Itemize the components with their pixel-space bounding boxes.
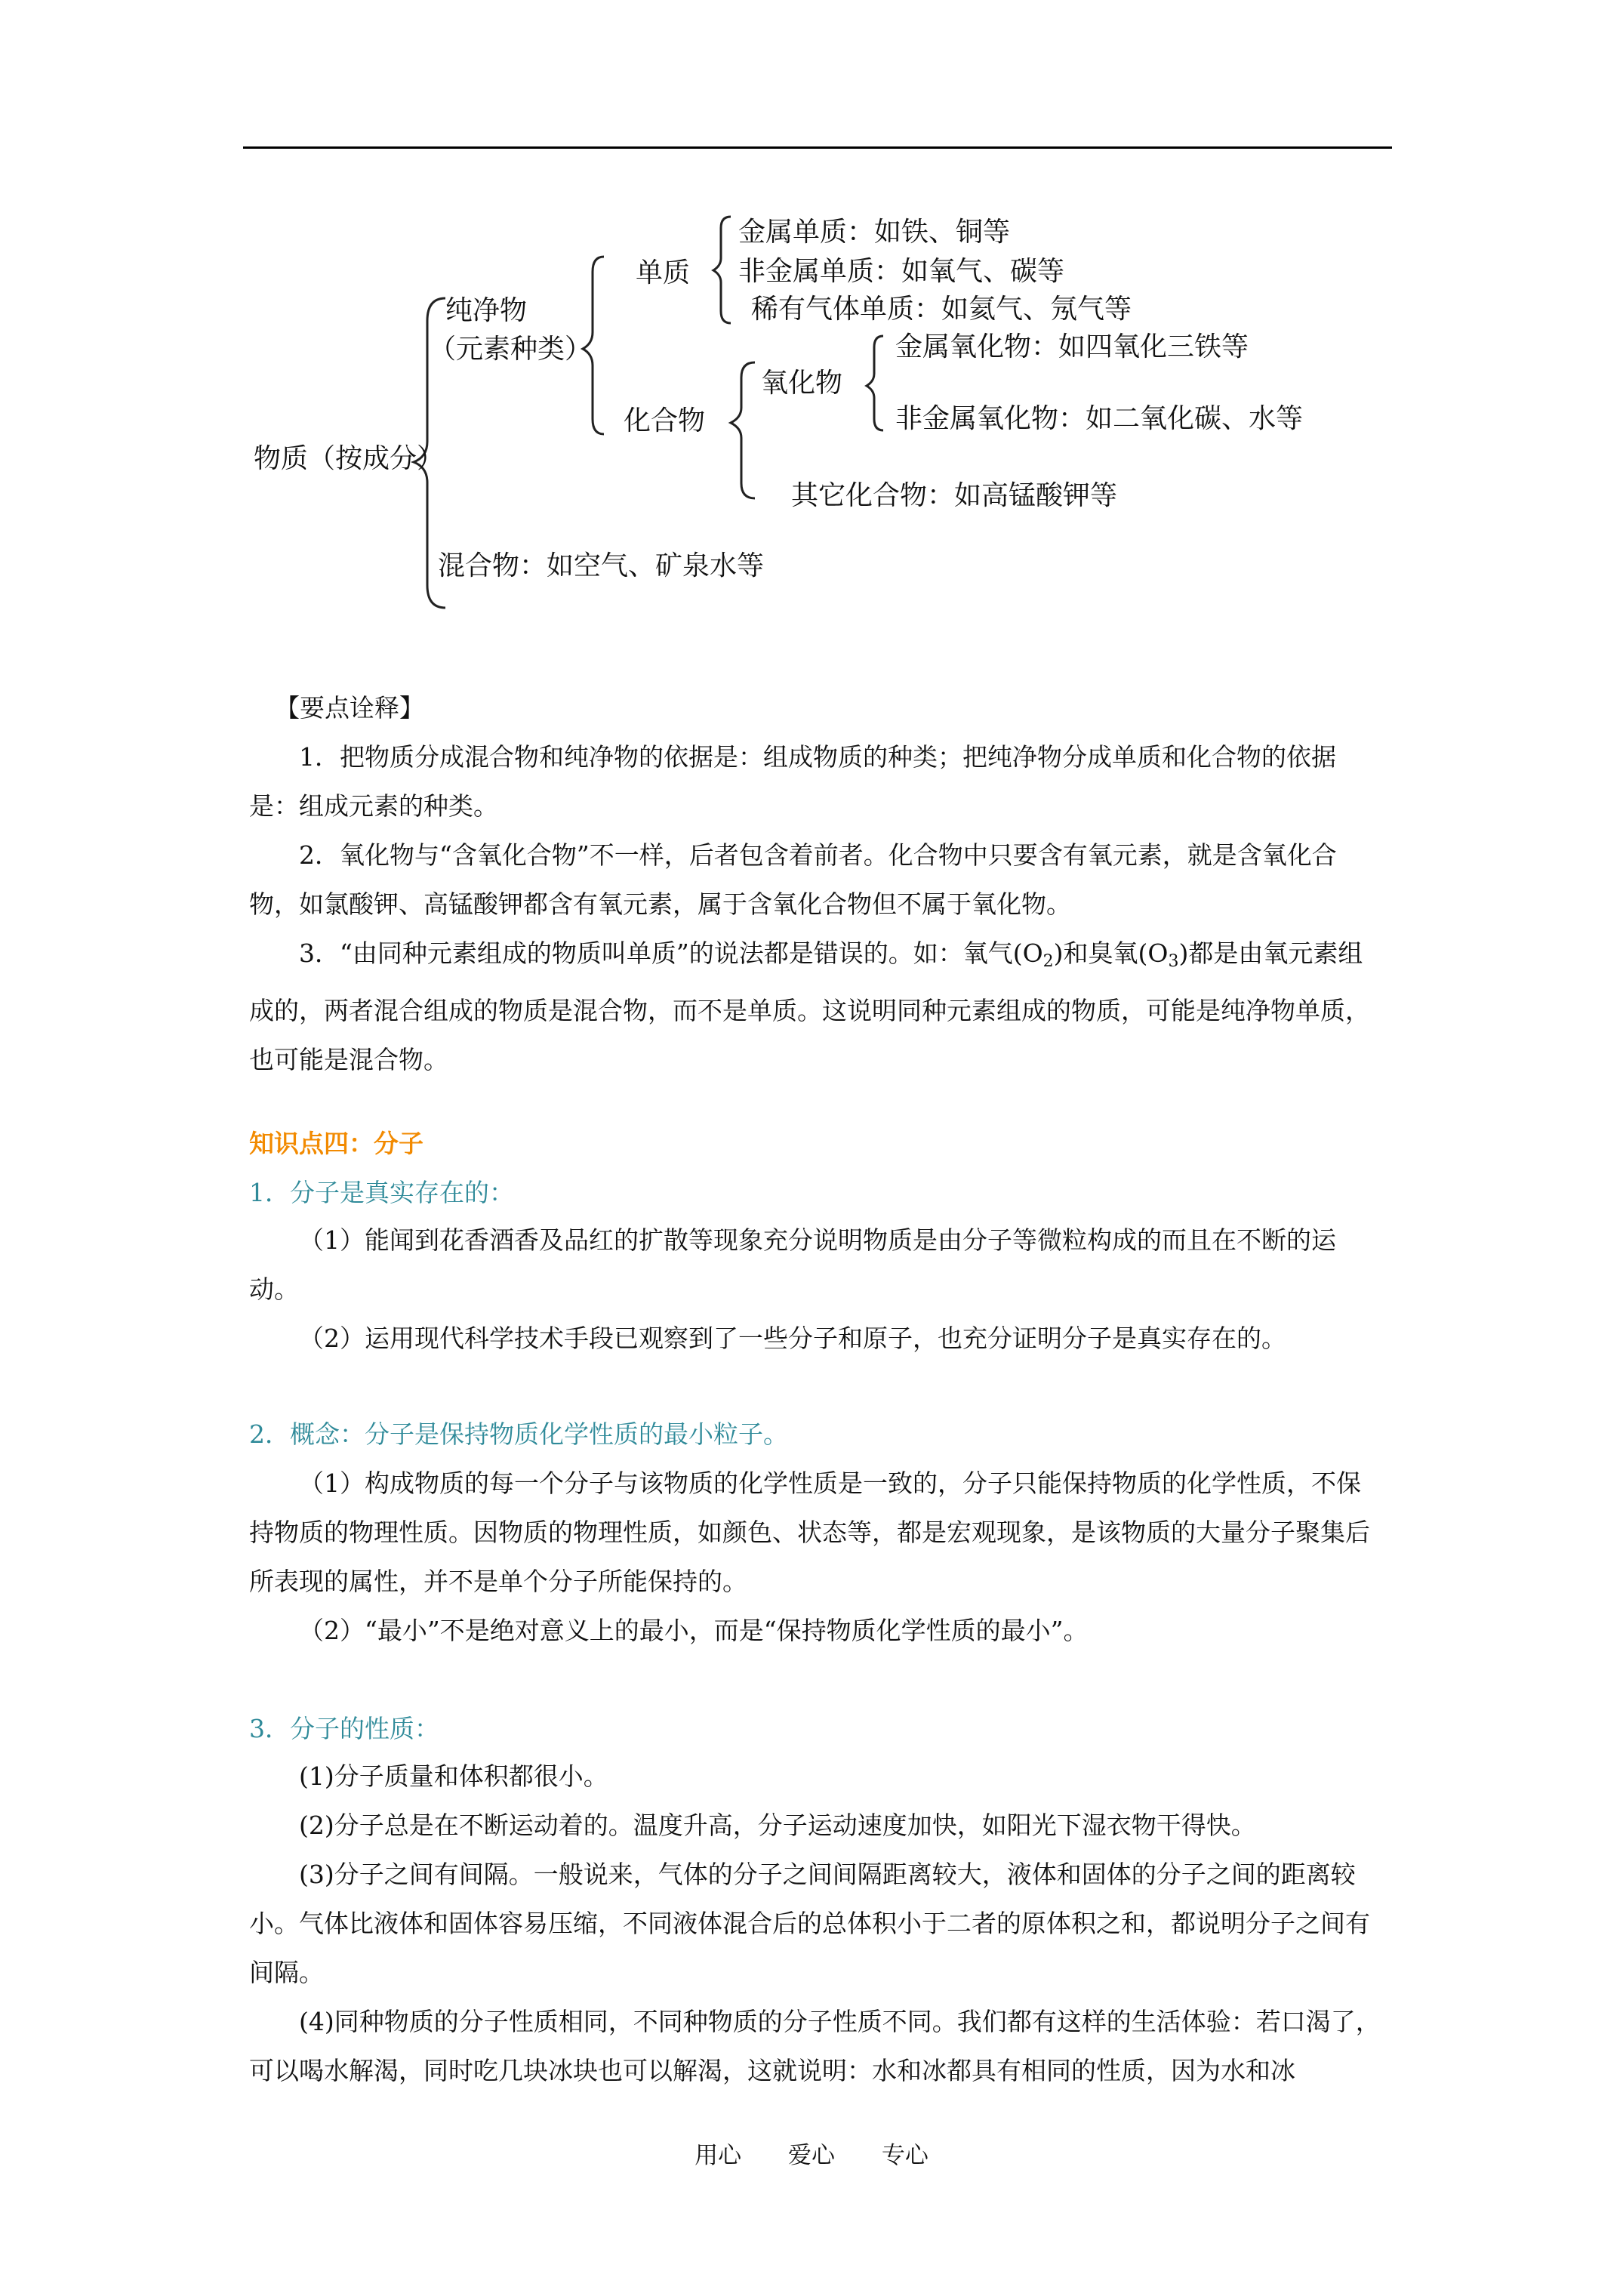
diagram-pure-basis-label: （元素种类） — [429, 334, 593, 365]
section-4-h3-paragraph-3: (3)分子之间有间隔。一般说来，气体的分子之间间隔距离较大，液体和固体的分子之间的距离较小。气体比液体和固体容易压缩，不同液体混合后的总体积小于二者的原体积之和，都说明分子之间有间隔。 — [249, 1860, 1370, 1987]
classification-diagram — [0, 0, 1623, 649]
section-4-h3-paragraph-1: (1)分子质量和体积都很小。 — [299, 1761, 608, 1791]
diagram-nonmetal-element-label: 非金属单质：如氧气、碳等 — [738, 256, 1065, 287]
subscript-2: 2 — [1042, 952, 1054, 971]
diagram-nonmetal-oxide-label: 非金属氧化物：如二氧化碳、水等 — [895, 403, 1304, 434]
diagram-element-label: 单质 — [636, 257, 691, 288]
section-4-h3-paragraph-2: (2)分子总是在不断运动着的。温度升高，分子运动速度加快，如阳光下湿衣物干得快。 — [299, 1811, 1256, 1840]
footer-word-1: 用心 — [694, 2142, 742, 2169]
diagram-other-compound-label: 其它化合物：如高锰酸钾等 — [791, 480, 1118, 511]
brace-oxide — [867, 336, 883, 430]
page-footer — [0, 2140, 1623, 2171]
footer-word-3: 专心 — [881, 2142, 929, 2169]
notes-paragraph-3 — [249, 929, 1381, 1084]
section-4-title: 知识点四：分子 — [249, 1129, 423, 1158]
section-4-h1-paragraph-1: （1）能闻到花香酒香及品红的扩散等现象充分说明物质是由分子等微粒构成的而且在不断的运动。 — [249, 1225, 1336, 1304]
diagram-metal-element-label: 金属单质：如铁、铜等 — [738, 217, 1011, 248]
section-4-heading-1: 1．分子是真实存在的： — [249, 1178, 514, 1207]
section-4-h2-paragraph-1: （1）构成物质的每一个分子与该物质的化学性质是一致的，分子只能保持物质的化学性质，不保持物质的物理性质。因物质的物理性质，如颜色、状态等，都是宏观现象，是该物质的大量分子聚集后所表现的属性，并不是单个分子所能保持的。 — [249, 1469, 1370, 1596]
section-4-heading-3: 3．分子的性质： — [249, 1714, 439, 1743]
diagram-oxide-label: 氧化物 — [761, 368, 843, 399]
notes-p3-part-a: 3．“由同种元素组成的物质叫单质”的说法都是错误的。如：氧气(O — [299, 938, 1043, 968]
brace-element — [713, 217, 731, 323]
section-4-heading-2: 2．概念：分子是保持物质化学性质的最小粒子。 — [249, 1419, 788, 1449]
diagram-noble-gas-element-label: 稀有气体单质：如氦气、氖气等 — [751, 294, 1132, 325]
diagram-mixture-label: 混合物：如空气、矿泉水等 — [438, 550, 765, 581]
notes-p3-part-c: )都是由氧元素组成的，两者混合组成的物质是混合物，而不是单质。这说明同种元素组成的物质，可能是纯净物单质，也可能是混合物。 — [249, 938, 1370, 1074]
diagram-metal-oxide-label: 金属氧化物：如四氧化三铁等 — [895, 331, 1249, 362]
footer-word-2: 爱心 — [788, 2142, 835, 2169]
section-4-h3-paragraph-4: (4)同种物质的分子性质相同，不同种物质的分子性质不同。我们都有这样的生活体验：若口渴了，可以喝水解渴，同时吃几块冰块也可以解渴，这就说明：水和冰都具有相同的性质，因为水和冰 — [249, 2007, 1381, 2085]
diagram-pure-label: 纯净物 — [445, 295, 528, 326]
notes-paragraph-1: 1．把物质分成混合物和纯净物的依据是：组成物质的种类；把纯净物分成单质和化合物的依据是：组成元素的种类。 — [249, 742, 1336, 821]
brace-compound — [731, 362, 755, 498]
diagram-root-label: 物质（按成分） — [254, 443, 445, 474]
diagram-compound-label: 化合物 — [624, 405, 706, 436]
notes-p3-part-b: )和臭氧(O — [1053, 938, 1169, 968]
section-4-h2-paragraph-2: （2）“最小”不是绝对意义上的最小，而是“保持物质化学性质的最小”。 — [299, 1616, 1089, 1645]
bracket-lines — [0, 0, 1623, 649]
notes-paragraph-2: 2．氧化物与“含氧化合物”不一样，后者包含着前者。化合物中只要含有氧元素，就是含氧化合物，如氯酸钾、高锰酸钾都含有氧元素，属于含氧化合物但不属于氧化物。 — [249, 840, 1337, 919]
section-4-h1-paragraph-2: （2）运用现代科学技术手段已观察到了一些分子和原子，也充分证明分子是真实存在的。 — [299, 1324, 1286, 1353]
subscript-3: 3 — [1168, 952, 1179, 971]
notes-title: 【要点诠释】 — [275, 693, 424, 723]
